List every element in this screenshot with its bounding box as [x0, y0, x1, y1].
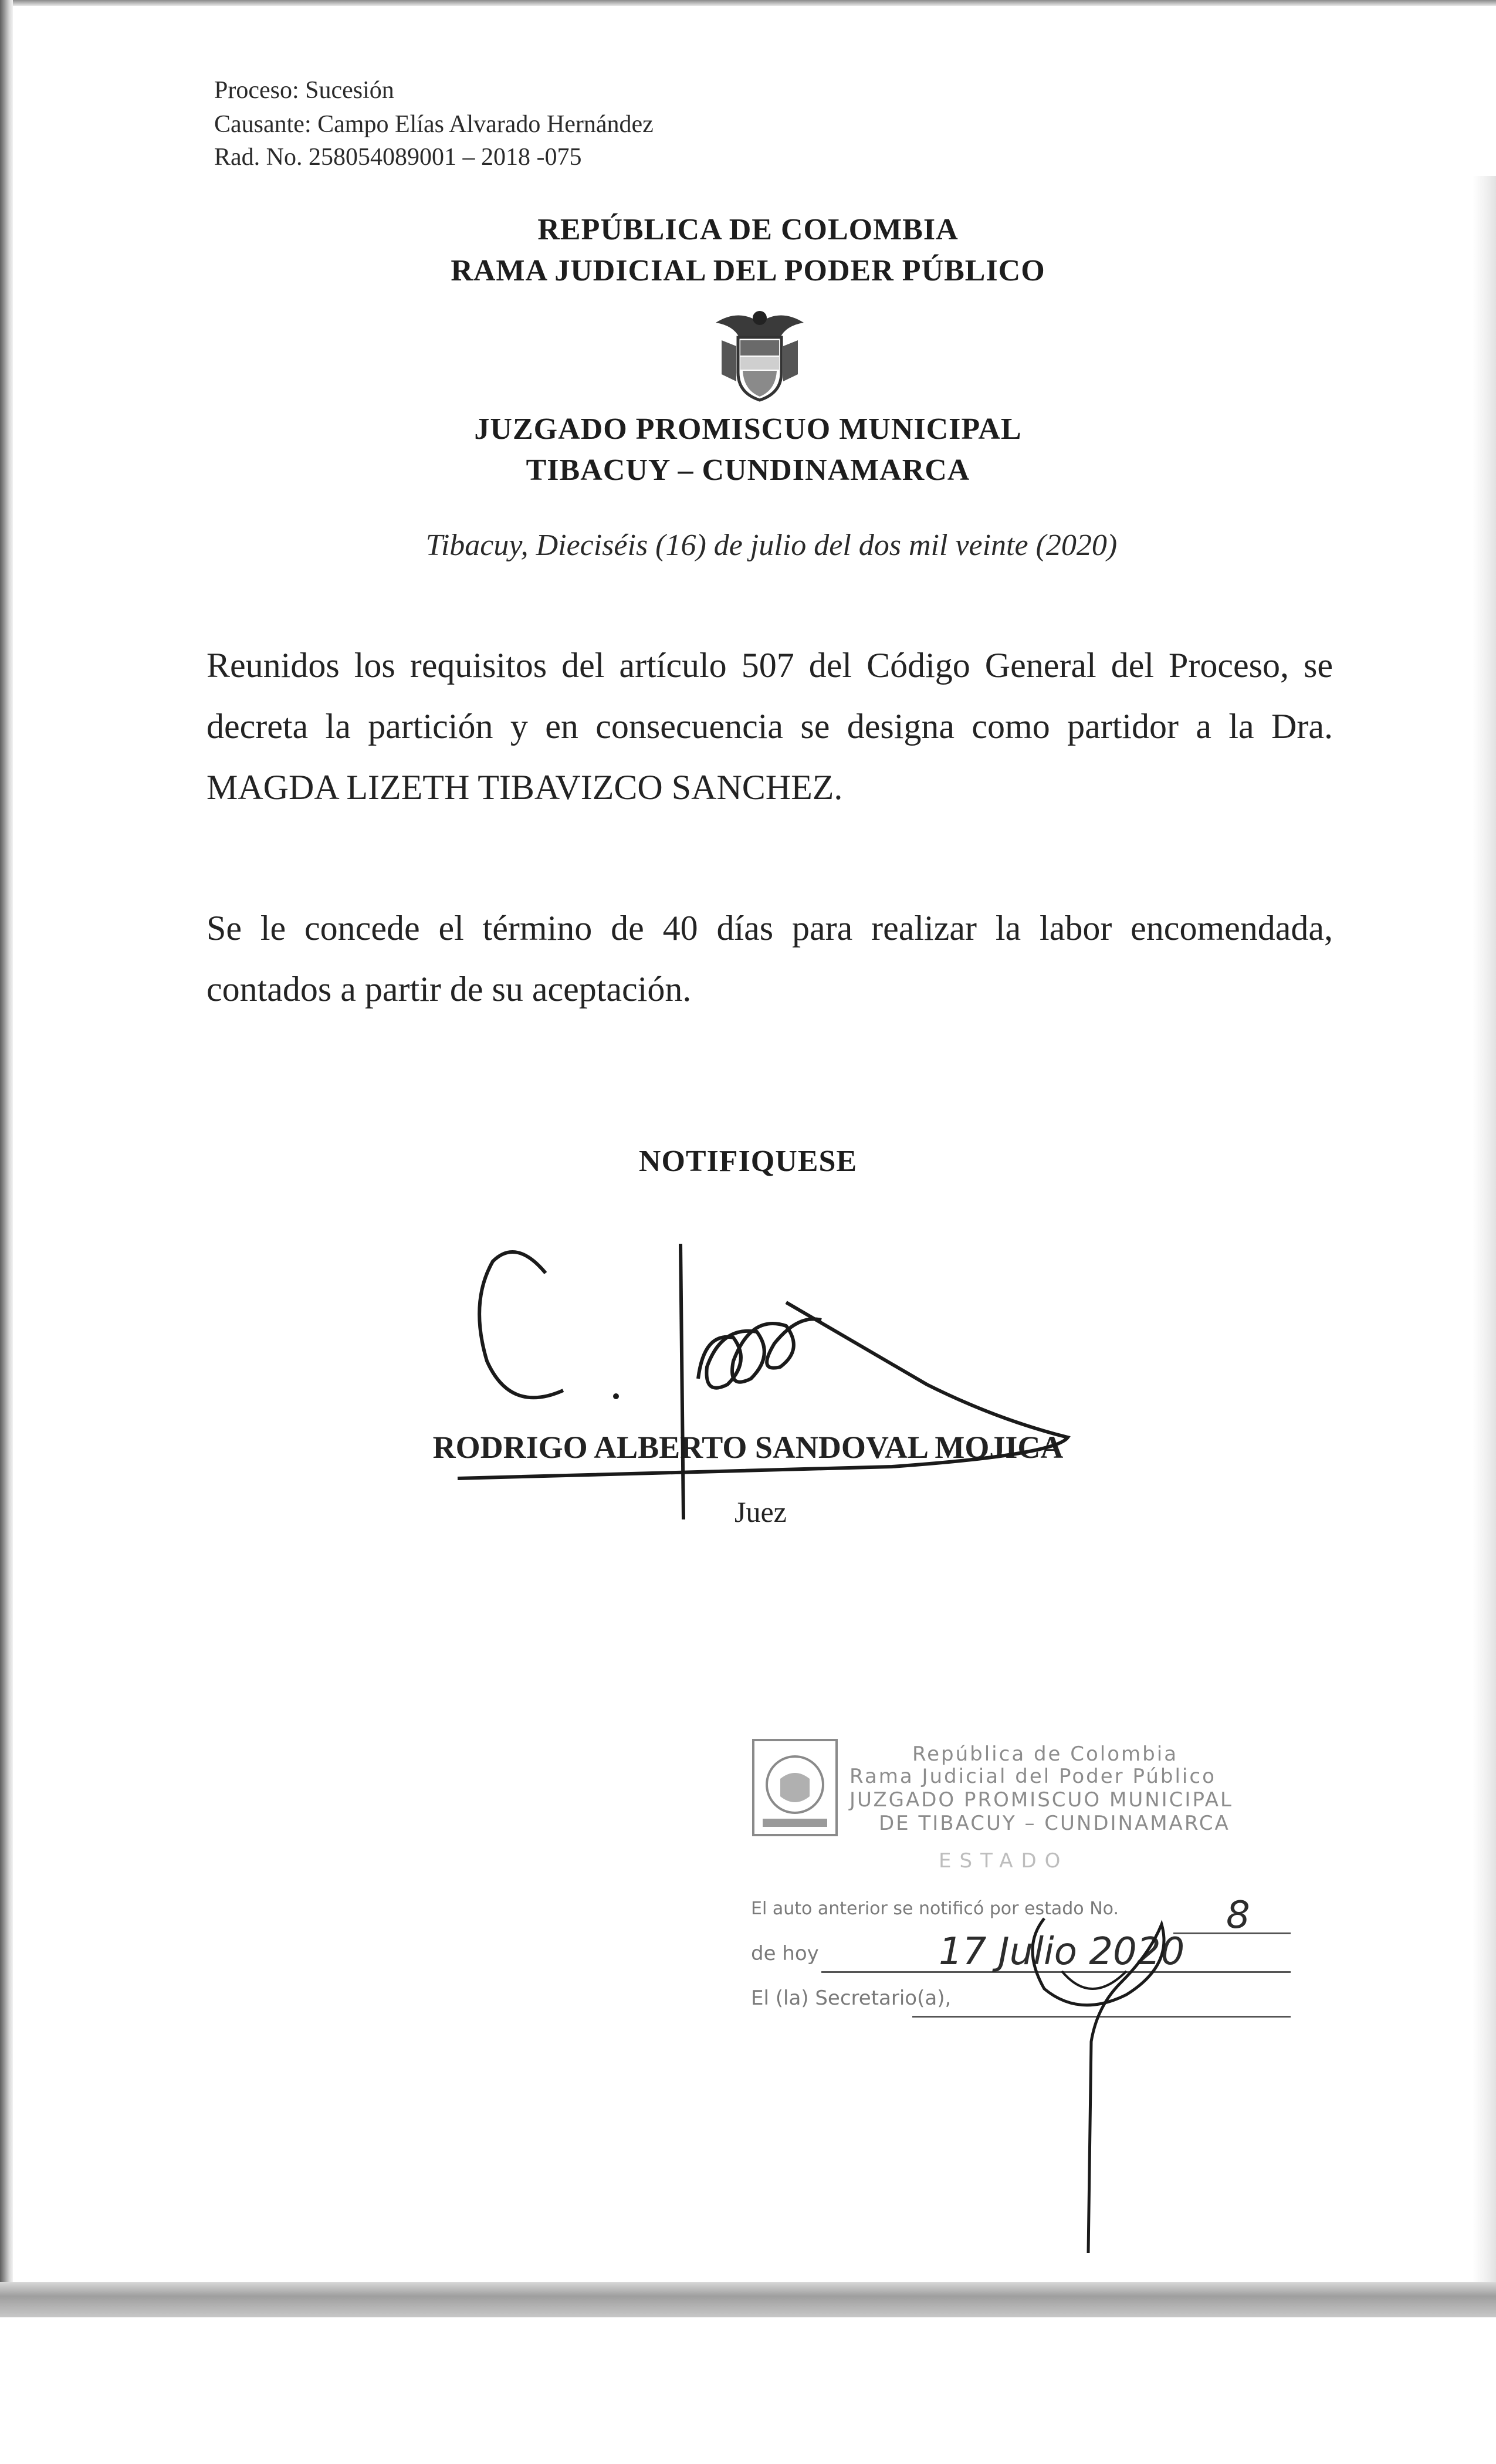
case-radicado: Rad. No. 258054089001 – 2018 -075 [214, 144, 582, 171]
court-stamp [751, 1731, 1308, 2259]
closing-notifiquese: NOTIFIQUESE [638, 1145, 858, 1178]
stamp-de-hoy-label: de hoy [751, 1942, 819, 1965]
scan-top-edge [0, 0, 1496, 6]
body-paragraph-1: Reunidos los requisitos del artículo 507 del Código General del Proceso, se decreta la partición y en consecuencia se designa como partidor a la Dra. MAGDA LIZETH TIBAVIZCO SANCHEZ. [207, 646, 1333, 807]
judge-title: Juez [735, 1495, 787, 1528]
stamp-republic: República de Colombia [912, 1742, 1179, 1766]
date-line: Tibacuy, Dieciséis (16) de julio del dos mil veinte (2020) [425, 529, 1118, 562]
case-causante: Causante: Campo Elías Alvarado Hernández [214, 111, 654, 138]
scan-right-shadow [1473, 176, 1496, 2282]
case-process: Proceso: Sucesión [214, 77, 394, 104]
stamp-location: DE TIBACUY – CUNDINAMARCA [879, 1812, 1230, 1835]
stamp-seal-icon [751, 1738, 839, 1837]
judge-signature-icon [446, 1226, 1103, 1543]
title-republic: REPÚBLICA DE COLOMBIA [537, 213, 959, 246]
stamp-auto-label: El auto anterior se notificó por estado No. [751, 1898, 1119, 1919]
stamp-court: JUZGADO PROMISCUO MUNICIPAL [849, 1788, 1233, 1812]
judge-name: RODRIGO ALBERTO SANDOVAL MOJICA [432, 1430, 1064, 1465]
body-paragraph-2: Se le concede el término de 40 días para realizar la labor encomendada, contados a partir de su aceptación. [207, 909, 1333, 1008]
court-name: JUZGADO PROMISCUO MUNICIPAL [474, 412, 1022, 446]
stamp-estado: ESTADO [939, 1849, 1069, 1873]
coat-of-arms-icon [710, 305, 810, 405]
secretary-signature-icon [1009, 1901, 1203, 2253]
scan-bottom-edge [0, 2282, 1496, 2317]
estado-number: 8 [1226, 1894, 1250, 1937]
stamp-branch: Rama Judicial del Poder Público [849, 1765, 1216, 1788]
stamp-handwritten-date: 17 Julio 2020 [939, 1930, 1185, 1974]
stamp-secretario-label: El (la) Secretario(a), [751, 1986, 952, 2010]
court-location: TIBACUY – CUNDINAMARCA [526, 453, 970, 487]
title-branch: RAMA JUDICIAL DEL PODER PÚBLICO [451, 254, 1045, 287]
